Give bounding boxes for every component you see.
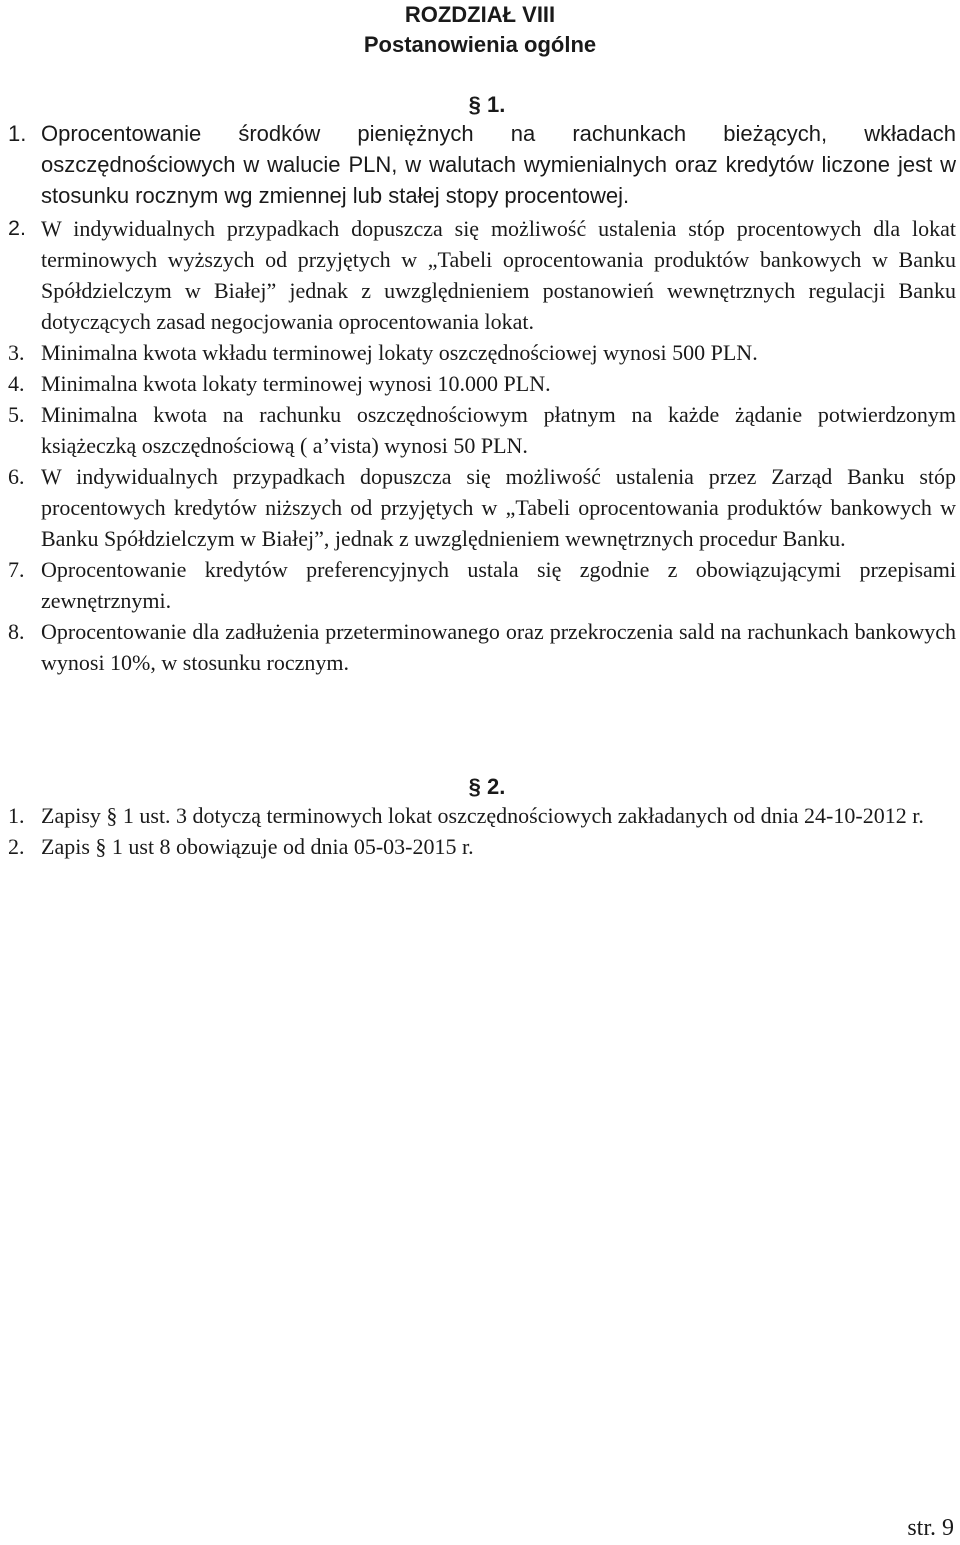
list-item xyxy=(0,213,956,337)
list-item-number: 4. xyxy=(8,371,25,396)
list-item-number: 7. xyxy=(8,557,25,582)
list-item-number: 8. xyxy=(8,619,25,644)
list-item-text: Minimalna kwota wkładu terminowej lokaty oszczędnościowej wynosi 500 PLN. xyxy=(41,340,758,365)
list-item xyxy=(0,118,956,211)
list-item xyxy=(0,461,956,554)
list-item-text: Zapis § 1 ust 8 obowiązuje od dnia 05-03-2015 r. xyxy=(41,834,474,859)
list-item xyxy=(0,399,956,461)
list-item-number: 6. xyxy=(8,464,25,489)
list-item-number: 2. xyxy=(8,216,26,240)
list-item-number: 1. xyxy=(8,121,27,146)
list-item-number: 3. xyxy=(8,340,25,365)
list-item-text: Minimalna kwota lokaty terminowej wynosi 10.000 PLN. xyxy=(41,371,551,396)
list-item xyxy=(0,831,956,862)
section-heading-2: § 2. xyxy=(468,774,506,799)
list-item-text: W indywidualnych przypadkach dopuszcza się możliwość ustalenia przez Zarząd Banku stóp procentowych kredytów niższych od przyjętych w „Tabeli oprocentowania produktów bankowych w Banku Spółdzielczym w Białej”, jednak z uwzględnieniem wewnętrznych procedur Banku. xyxy=(41,464,956,551)
list-item xyxy=(0,554,956,616)
list-item-number: 5. xyxy=(8,402,25,427)
list-item-text: Minimalna kwota na rachunku oszczędnościowym płatnym na każde żądanie potwierdzonym książeczką oszczędnościową ( a’vista) wynosi 50 PLN. xyxy=(41,402,956,458)
section-2-list xyxy=(0,800,956,862)
list-item-text: W indywidualnych przypadkach dopuszcza się możliwość ustalenia stóp procentowych dla lokat terminowych wyższych od przyjętych w „Tabeli oprocentowania produktów bankowych w Banku Spółdzielczym w Białej” jednak z uwzględnieniem postanowień wewnętrznych regulacji Banku dotyczących zasad negocjowania oprocentowania lokat. xyxy=(41,216,956,334)
list-item xyxy=(0,616,956,678)
list-item xyxy=(0,337,956,368)
section-heading-1: § 1. xyxy=(468,92,506,117)
list-item-text: Oprocentowanie dla zadłużenia przeterminowanego oraz przekroczenia sald na rachunkach bankowych wynosi 10%, w stosunku rocznym. xyxy=(41,619,956,675)
list-item-number: 1. xyxy=(8,803,25,828)
page-number: str. 9 xyxy=(907,1515,954,1541)
list-item-number: 2. xyxy=(8,834,25,859)
list-item-text: Zapisy § 1 ust. 3 dotyczą terminowych lokat oszczędnościowych zakładanych od dnia 24-10-2012 r. xyxy=(41,803,924,828)
section-1-list xyxy=(0,118,956,678)
list-item xyxy=(0,800,956,831)
list-item xyxy=(0,368,956,399)
chapter-subtitle: Postanowienia ogólne xyxy=(363,32,597,57)
chapter-title: ROZDZIAŁ VIII xyxy=(404,2,556,27)
list-item-text: Oprocentowanie środków pieniężnych na rachunkach bieżących, wkładach oszczędnościowych w walucie PLN, w walutach wymienialnych oraz kredytów liczone jest w stosunku rocznym wg zmiennej lub stałej stopy procentowej. xyxy=(41,121,956,208)
list-item-text: Oprocentowanie kredytów preferencyjnych ustala się zgodnie z obowiązującymi przepisami zewnętrznymi. xyxy=(41,557,956,613)
